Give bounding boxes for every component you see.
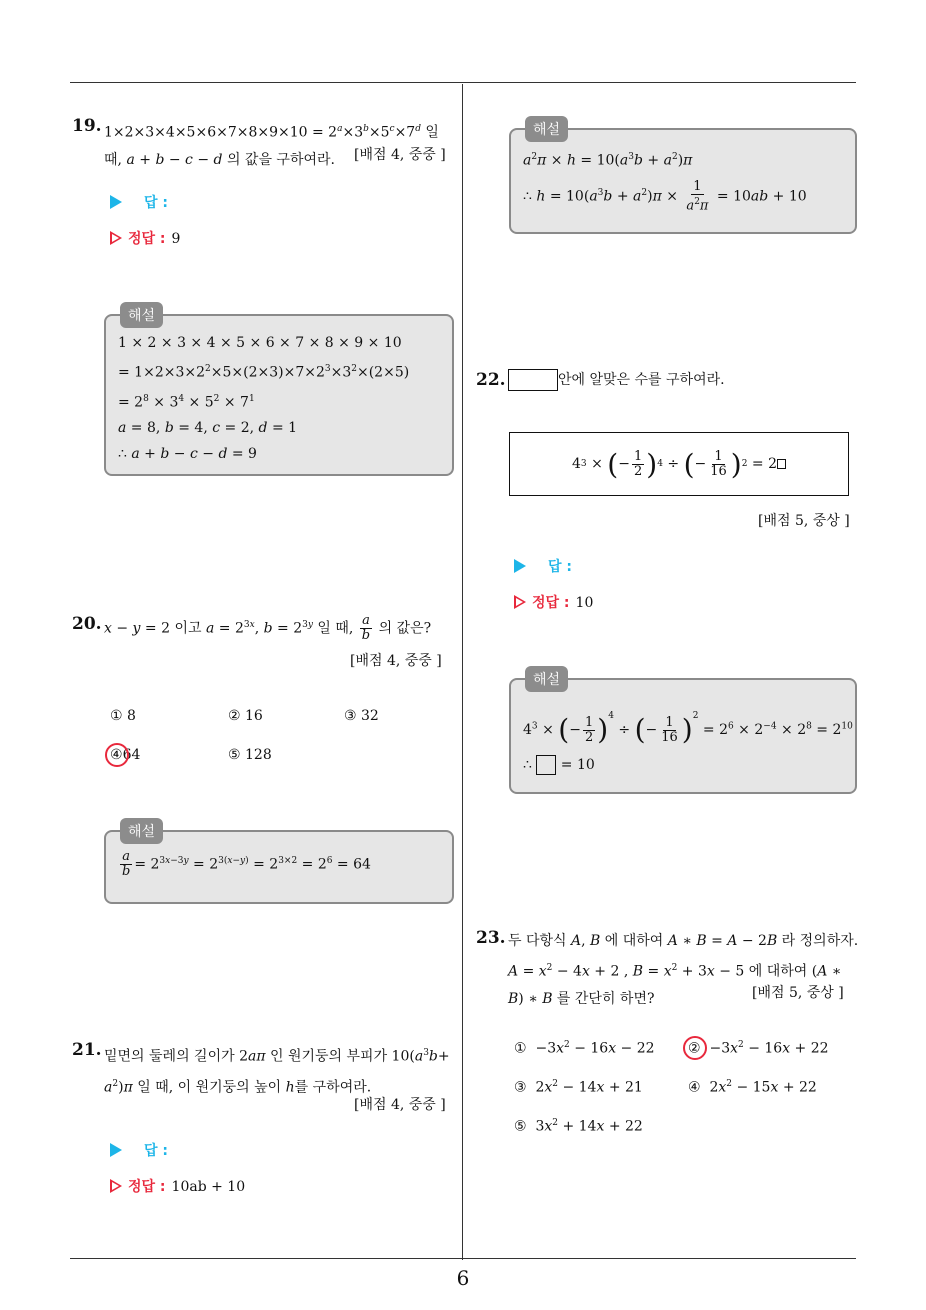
points-label: [배점 5, 중상 ]	[758, 513, 850, 529]
question-21	[72, 1040, 458, 1096]
question-number: 22.	[476, 370, 506, 390]
answer-row	[110, 192, 168, 212]
points-label: [배점 4, 중중 ]	[350, 653, 442, 669]
equation-box: 4 3 × ( − $\frac{1}{2}$ ) 4 ÷ ( − $\frac{1}{16}$ ) 2 = 2	[509, 432, 849, 496]
outline-arrow-icon	[514, 595, 526, 609]
play-arrow-icon	[514, 559, 526, 573]
question-22	[476, 370, 862, 390]
correct-answer-row	[514, 592, 593, 612]
choice-3[interactable]: ③ $2x^2 - 14x + 21$	[514, 1079, 643, 1096]
bottom-rule	[70, 1258, 856, 1259]
choice-marker: ④	[110, 747, 123, 763]
question-text: x − y = 2 이고 $a = 2^{3x}$, $b = 2^{3y}$ 일 때, $\frac{a}{b}$ 의 값은?	[104, 613, 432, 643]
page-number: 6	[456, 1266, 470, 1290]
solution-box: 해설 $\frac{a}{b}$ = $2^{3x-3y} = 2^{3(x-y)} = 2^{3\times 2} = 2^6 = 64$	[104, 830, 454, 904]
choice-1[interactable]: ① 8	[110, 708, 136, 724]
question-number: 23.	[476, 928, 506, 948]
answer-label: 답 :	[144, 195, 168, 211]
outline-arrow-icon	[110, 231, 122, 245]
question-text: 두 다항식 A, B 에 대하여 A ∗ B = A − 2B 라 정의하자. $A = x^2 - 4x + 2$ , $B = x^2 + 3x - 5$ 에 대하여 (A ∗ B) ∗ B 를 간단히 하면?	[508, 933, 859, 1007]
solution-tag: 해설	[525, 116, 568, 142]
question-number: 19.	[72, 116, 102, 136]
correct-answer-label: 정답 :	[532, 595, 570, 611]
choice-4[interactable]: ④ $2x^2 - 15x + 22$	[688, 1079, 817, 1096]
solution-box: 해설 1 × 2 × 3 × 4 × 5 × 6 × 7 × 8 × 9 × 10 = $1\times 2\times 3\times 2^2\times 5\times(2\times 3)\times 7\times 2^3\times 3^2\times(2\times 5)$ = $2^8 \times 3^4 \times 5^2 \times 7^1$ a = 8, b = 4, c = 2, d = 1 ∴ a + b − c − d = 9	[104, 314, 454, 476]
choice-1[interactable]: ① $-3x^2 - 16x - 22$	[514, 1040, 655, 1057]
solution-box: 해설 $a^2\pi \times h = 10(a^3b + a^2)\pi$ ∴ $h = 10(a^3b + a^2)\pi$ × $\frac{1}{a^2\pi}$ = 10ab + 10	[509, 128, 857, 234]
marked-answer-circle	[105, 743, 129, 767]
top-rule	[70, 82, 856, 83]
solution-box: 해설 $4^3$ × (− $\frac{1}{2}$ )$^4$ ÷ (− $\frac{1}{16}$ )$^2 = 2^6 \times 2^{-4} \times 2^8 = 2^{10}$ ∴ = 10	[509, 678, 857, 794]
blank-box	[508, 369, 558, 391]
question-number: 21.	[72, 1040, 102, 1060]
correct-answer-row	[110, 1176, 245, 1196]
correct-answer-value: 10	[575, 595, 594, 611]
correct-answer-value: 9	[171, 231, 181, 247]
correct-answer-label: 정답 :	[128, 231, 166, 247]
choice-3[interactable]: ③ 32	[344, 708, 379, 724]
answer-label: 답 :	[144, 1143, 168, 1159]
question-text: 밑면의 둘레의 길이가 2aπ 인 원기둥의 부피가 $10(a^3b+ a^2)\pi$ 일 때, 이 원기둥의 높이 h를 구하여라.	[104, 1048, 450, 1096]
question-text: 안에 알맞은 수를 구하여라.	[508, 369, 725, 391]
question-20	[72, 613, 458, 643]
answer-row	[110, 1140, 168, 1160]
choice-2[interactable]: ② $-3x^2 - 16x + 22$	[688, 1040, 829, 1057]
question-text: $1\times 2\times 3\times 4\times 5\times 6\times 7\times 8\times 9\times 10 = 2^a\times 3^b\times 5^c\times 7^d$ 일 때, a + b − c − d 의 값을 구하여라.	[104, 124, 439, 168]
blank-box	[536, 755, 556, 775]
answer-row	[514, 556, 572, 576]
choice-5[interactable]: ⑤ 128	[228, 747, 272, 763]
marked-answer-circle	[683, 1036, 707, 1060]
play-arrow-icon	[110, 1143, 122, 1157]
points-label: [배점 4, 중중 ]	[354, 1097, 446, 1113]
correct-answer-value: 10ab + 10	[171, 1179, 246, 1195]
points-label: [배점 4, 중중 ]	[354, 147, 446, 163]
answer-label: 답 :	[548, 559, 572, 575]
correct-answer-label: 정답 :	[128, 1179, 166, 1195]
choice-5[interactable]: ⑤ $3x^2 + 14x + 22$	[514, 1118, 643, 1135]
correct-answer-row	[110, 228, 180, 248]
solution-tag: 해설	[525, 666, 568, 692]
column-divider	[462, 84, 463, 1260]
solution-tag: 해설	[120, 302, 163, 328]
choice-2[interactable]: ② 16	[228, 708, 263, 724]
play-arrow-icon	[110, 195, 122, 209]
points-label: [배점 5, 중상 ]	[752, 985, 844, 1001]
question-number: 20.	[72, 614, 102, 634]
solution-tag: 해설	[120, 818, 163, 844]
outline-arrow-icon	[110, 1179, 122, 1193]
choice-value: 64	[122, 747, 141, 763]
